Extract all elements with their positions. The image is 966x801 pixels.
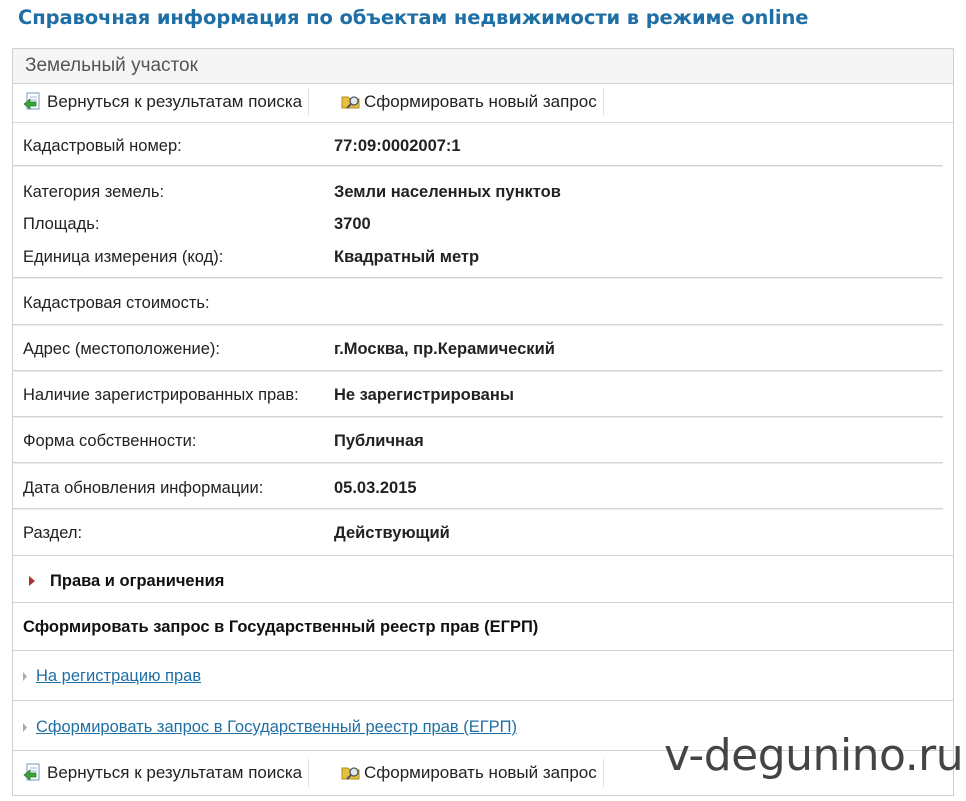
bullet-arrow-icon — [22, 723, 28, 732]
egrp-request-link[interactable]: Сформировать запрос в Государственный реестр прав (ЕГРП) — [36, 718, 518, 736]
back-to-results-label: Вернуться к результатам поиска — [47, 763, 303, 782]
panel-header: Земельный участок — [13, 49, 953, 84]
divider — [13, 324, 943, 326]
divider — [13, 462, 943, 464]
egrp-section-title: Сформировать запрос в Государственный реестр прав (ЕГРП) — [23, 618, 539, 636]
back-arrow-icon — [23, 763, 43, 783]
land-category-label: Категория земель: — [23, 183, 165, 201]
new-query-icon — [340, 92, 362, 112]
new-query-icon — [340, 763, 362, 783]
address-value: г.Москва, пр.Керамический — [334, 340, 555, 358]
divider — [13, 650, 953, 651]
new-query-label: Сформировать новый запрос — [364, 763, 597, 782]
row-ownership — [13, 426, 953, 456]
rights-and-restrictions-toggle[interactable] — [13, 559, 953, 603]
cadastral-number-label: Кадастровый номер: — [23, 137, 182, 155]
row-registered-rights — [13, 380, 953, 410]
update-date-label: Дата обновления информации: — [23, 479, 264, 497]
row-address — [13, 334, 953, 364]
site-watermark: v-degunino.ru — [664, 730, 964, 781]
new-query-button[interactable] — [340, 88, 604, 116]
row-section — [13, 518, 953, 548]
section-label: Раздел: — [23, 524, 83, 542]
unit-value: Квадратный метр — [334, 248, 480, 266]
row-update-date — [13, 473, 953, 503]
back-to-results-button[interactable] — [23, 88, 309, 116]
area-value: 3700 — [334, 215, 371, 233]
new-query-button-bottom[interactable] — [340, 759, 604, 787]
rights-registration-link[interactable]: На регистрацию прав — [36, 667, 202, 685]
back-to-results-label: Вернуться к результатам поиска — [47, 92, 303, 111]
egrp-link-row — [13, 661, 953, 691]
divider — [13, 602, 953, 603]
address-label: Адрес (местоположение): — [23, 340, 220, 358]
rights-and-restrictions-label: Права и ограничения — [50, 572, 225, 590]
bullet-arrow-icon — [22, 672, 28, 681]
registered-rights-label: Наличие зарегистрированных прав: — [23, 386, 299, 404]
ownership-value: Публичная — [334, 432, 424, 450]
back-arrow-icon — [23, 92, 43, 112]
divider — [13, 700, 953, 701]
divider — [13, 277, 943, 279]
divider — [13, 508, 943, 510]
new-query-label: Сформировать новый запрос — [364, 92, 597, 111]
cadastral-value-label: Кадастровая стоимость: — [23, 294, 210, 312]
area-label: Площадь: — [23, 215, 100, 233]
divider — [13, 555, 953, 556]
row-cadastral-value — [13, 288, 953, 318]
row-cadastral-number — [13, 131, 953, 161]
unit-label: Единица измерения (код): — [23, 248, 224, 266]
top-toolbar — [13, 84, 953, 123]
update-date-value: 05.03.2015 — [334, 479, 417, 497]
divider — [13, 416, 943, 418]
row-land-category — [13, 177, 953, 207]
land-plot-panel — [12, 48, 954, 796]
land-category-value: Земли населенных пунктов — [334, 183, 561, 201]
section-value: Действующий — [334, 524, 450, 542]
page-title: Справочная информация по объектам недвижимости в режиме online — [18, 6, 809, 29]
divider — [13, 370, 943, 372]
back-to-results-button-bottom[interactable] — [23, 759, 309, 787]
expand-arrow-icon — [28, 576, 36, 586]
divider — [13, 165, 943, 167]
registered-rights-value: Не зарегистрированы — [334, 386, 514, 404]
ownership-label: Форма собственности: — [23, 432, 197, 450]
cadastral-number-value: 77:09:0002007:1 — [334, 137, 461, 155]
row-unit — [13, 242, 953, 272]
row-area — [13, 209, 953, 239]
